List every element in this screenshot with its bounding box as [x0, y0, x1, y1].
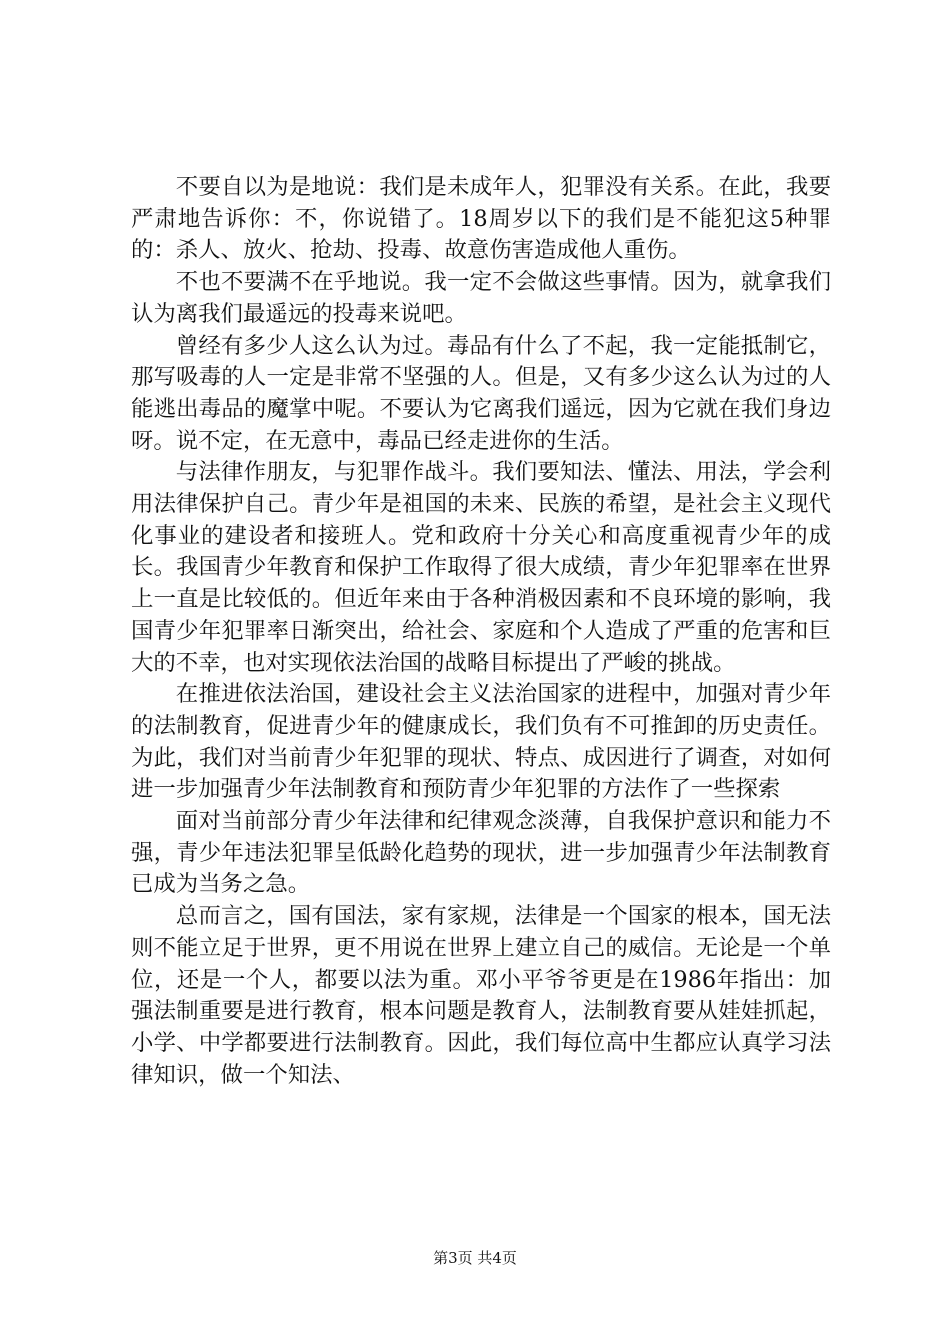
page-footer — [0, 1248, 950, 1268]
document-body — [131, 172, 831, 1091]
paragraph-2: 不也不要满不在乎地说。我一定不会做这些事情。因为，就拿我们认为离我们最遥远的投毒来说吧。 — [131, 269, 831, 327]
paragraph-4: 与法律作朋友，与犯罪作战斗。我们要知法、懂法、用法，学会利用法律保护自己。青少年是祖国的未来、民族的希望，是社会主义现代化事业的建设者和接班人。党和政府十分关心和高度重视青少年的成长。我国青少年教育和保护工作取得了很大成绩，青少年犯罪率在世界上一直是比较低的。但近年来由于各种消极因素和不良环境的影响，我国青少年犯罪率日渐突出，给社会、家庭和个人造成了严重的危害和巨大的不幸，也对实现依法治国的战略目标提出了严峻的挑战。 — [131, 459, 831, 676]
paragraph-3: 曾经有多少人这么认为过。毒品有什么了不起，我一定能抵制它，那写吸毒的人一定是非常不坚强的人。但是，又有多少这么认为过的人能逃出毒品的魔掌中呢。不要认为它离我们遥远，因为它就在我们身边呀。说不定，在无意中，毒品已经走进你的生活。 — [131, 332, 831, 454]
paragraph-5: 在推进依法治国，建设社会主义法治国家的进程中，加强对青少年的法制教育，促进青少年的健康成长，我们负有不可推卸的历史责任。为此，我们对当前青少年犯罪的现状、特点、成因进行了调查，对如何进一步加强青少年法制教育和预防青少年犯罪的方法作了一些探索 — [131, 681, 831, 803]
paragraph-1: 不要自以为是地说：我们是未成年人，犯罪没有关系。在此，我要严肃地告诉你：不，你说错了。18周岁以下的我们是不能犯这5种罪的：杀人、放火、抢劫、投毒、故意伤害造成他人重伤。 — [131, 174, 831, 264]
paragraph-7: 总而言之，国有国法，家有家规，法律是一个国家的根本，国无法则不能立足于世界，更不用说在世界上建立自己的威信。无论是一个单位，还是一个人，都要以法为重。邓小平爷爷更是在1986年指出：加强法制重要是进行教育，根本问题是教育人，法制教育要从娃娃抓起，小学、中学都要进行法制教育。因此，我们每位高中生都应认真学习法律知识，做一个知法、 — [131, 903, 831, 1088]
page-number-label: 第3页 共4页 — [433, 1249, 517, 1267]
paragraph-6: 面对当前部分青少年法律和纪律观念淡薄，自我保护意识和能力不强，青少年违法犯罪呈低龄化趋势的现状，进一步加强青少年法制教育已成为当务之急。 — [131, 808, 831, 898]
